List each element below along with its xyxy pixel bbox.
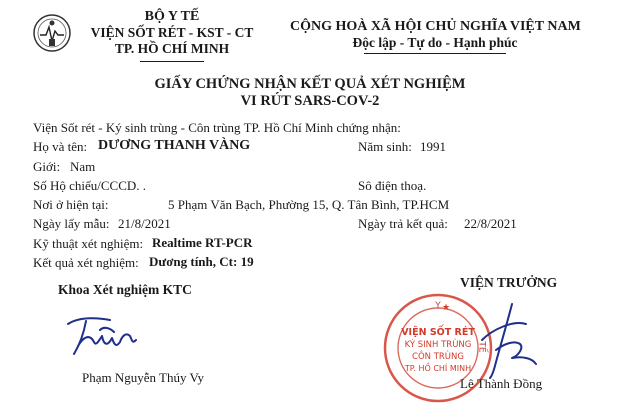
birth-year-value: 1991	[420, 139, 446, 154]
header-right-underline	[364, 53, 506, 54]
stamp-line-4: TP. HỒ CHÍ MINH	[404, 364, 472, 373]
result-label: Kết quả xét nghiệm:	[33, 255, 139, 270]
institute-name: VIỆN SỐT RÉT - KST - CT	[90, 25, 254, 40]
sample-date-label: Ngày lấy mẫu:	[33, 216, 110, 231]
gender-value: Nam	[70, 159, 96, 174]
right-signer-name: Lê Thành Đồng	[460, 376, 543, 391]
address-value: 5 Phạm Văn Bạch, Phường 15, Q. Tân Bình, TP.HCM	[168, 197, 450, 212]
left-signer-title: Khoa Xét nghiệm KTC	[58, 282, 192, 297]
name-label: Họ và tên:	[33, 139, 88, 154]
stamp-letter-right: TẾ	[476, 341, 487, 353]
left-signature-icon	[60, 312, 150, 358]
result-date-label: Ngày trả kết quả:	[358, 216, 448, 231]
motto: Độc lập - Tự do - Hạnh phúc	[352, 35, 518, 50]
gender-label: Giới:	[33, 159, 61, 174]
header-left-underline	[140, 61, 204, 62]
phone-label: Sô điện thoạ.	[358, 178, 427, 193]
institute-logo-icon	[32, 13, 72, 53]
technique-label: Kỹ thuật xét nghiệm:	[33, 236, 144, 251]
result-value: Dương tính, Ct: 19	[149, 254, 254, 269]
republic-name: CỘNG HOÀ XÃ HỘI CHỦ NGHĨA VIỆT NAM	[290, 19, 581, 34]
stamp-letter-top: Y	[435, 301, 441, 311]
sample-date-value: 21/8/2021	[118, 216, 171, 231]
document-title: GIẤY CHỨNG NHẬN KẾT QUẢ XÉT NGHIỆM	[154, 76, 466, 92]
result-date-value: 22/8/2021	[464, 216, 517, 231]
left-signer-name: Phạm Nguyễn Thúy Vy	[82, 370, 204, 385]
stamp-line-2: KÝ SINH TRÙNG	[404, 340, 472, 350]
stamp-line-1: VIỆN SỐT RÉT	[401, 327, 475, 338]
right-signature-icon	[452, 300, 552, 380]
passport-label: Số Hộ chiếu/CCCD. .	[33, 178, 147, 193]
city-name: TP. HỒ CHÍ MINH	[114, 41, 230, 56]
address-label: Nơi ở hiện tại:	[33, 197, 109, 212]
document-subtitle: VI RÚT SARS-COV-2	[240, 93, 380, 109]
technique-value: Realtime RT-PCR	[152, 235, 253, 250]
birth-year-label: Năm sinh:	[358, 139, 412, 154]
name-value: DƯƠNG THANH VÀNG	[98, 138, 251, 153]
certification-intro: Viện Sốt rét - Ký sinh trùng - Côn trùng TP. Hồ Chí Minh chứng nhận:	[33, 120, 401, 135]
right-signer-title: VIỆN TRƯỞNG	[460, 275, 558, 290]
stamp-star-icon: ★	[442, 303, 451, 313]
ministry-name: BỘ Y TẾ	[144, 9, 200, 24]
stamp-line-3: CÔN TRÙNG	[412, 352, 464, 362]
